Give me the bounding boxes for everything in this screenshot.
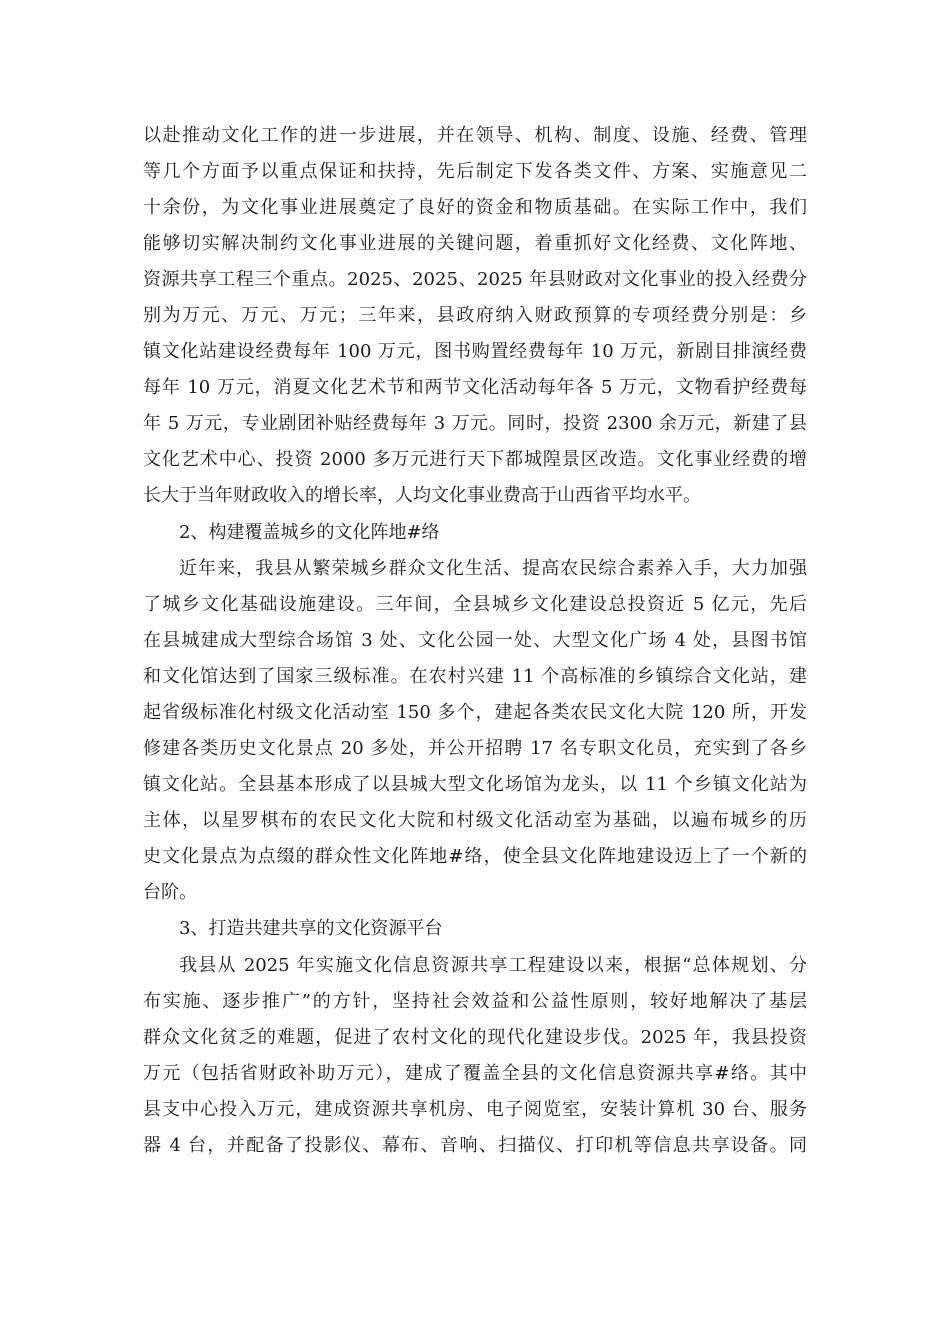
paragraph-line: 镇文化站建设经费每年 100 万元，图书购置经费每年 10 万元，新剧目排演经费 bbox=[143, 341, 807, 362]
paragraph-line: 我县从 2025 年实施文化信息资源共享工程建设以来，根据“总体规划、分 bbox=[179, 955, 807, 976]
paragraph-line: 长大于当年财政收入的增长率，人均文化事业费高于山西省平均水平。 bbox=[143, 485, 701, 506]
paragraph-line: 别为万元、万元、万元；三年来，县政府纳入财政预算的专项经费分别是：乡 bbox=[143, 305, 807, 326]
paragraph-line: 器 4 台，并配备了投影仪、幕布、音响、扫描仪、打印机等信息共享设备。同 bbox=[143, 1135, 807, 1156]
paragraph-line: 县支中心投入万元，建成资源共享机房、电子阅览室，安装计算机 30 台、服务 bbox=[143, 1099, 807, 1120]
paragraph-line: 在县城建成大型综合场馆 3 处、文化公园一处、大型文化广场 4 处，县图书馆 bbox=[143, 630, 807, 651]
paragraph-line: 资源共享工程三个重点。2025、2025、2025 年县财政对文化事业的投入经费分 bbox=[143, 269, 807, 290]
paragraph-line: 每年 10 万元，消夏文化艺术节和两节文化活动每年各 5 万元，文物看护经费每 bbox=[143, 377, 807, 398]
paragraph-line: 镇文化站。全县基本形成了以县城大型文化场馆为龙头，以 11 个乡镇文化站为 bbox=[143, 774, 807, 795]
paragraph-line: 台阶。 bbox=[143, 882, 197, 903]
paragraph-line: 十余份，为文化事业进展奠定了良好的资金和物质基础。在实际工作中，我们 bbox=[143, 197, 807, 218]
paragraph-line: 等几个方面予以重点保证和扶持，先后制定下发各类文件、方案、实施意见二 bbox=[143, 161, 807, 182]
paragraph-line: 和文化馆达到了国家三级标准。在农村兴建 11 个高标准的乡镇综合文化站，建 bbox=[143, 666, 807, 687]
paragraph-line: 史文化景点为点缀的群众性文化阵地#络，使全县文化阵地建设迈上了一个新的 bbox=[143, 846, 807, 867]
paragraph-line: 群众文化贫乏的难题，促进了农村文化的现代化建设步伐。2025 年，我县投资 bbox=[143, 1027, 807, 1048]
section-heading: 3、打造共建共享的文化资源平台 bbox=[179, 918, 443, 939]
paragraph-line: 万元（包括省财政补助万元），建成了覆盖全县的文化信息资源共享#络。其中 bbox=[143, 1063, 807, 1084]
section-heading: 2、构建覆盖城乡的文化阵地#络 bbox=[179, 522, 440, 543]
paragraph-line: 文化艺术中心、投资 2000 多万元进行天下都城隍景区改造。文化事业经费的增 bbox=[143, 449, 807, 470]
paragraph-line: 了城乡文化基础设施建设。三年间，全县城乡文化建设总投资近 5 亿元，先后 bbox=[143, 594, 807, 615]
paragraph-line: 主体，以星罗棋布的农民文化大院和村级文化活动室为基础，以遍布城乡的历 bbox=[143, 810, 807, 831]
paragraph-line: 修建各类历史文化景点 20 多处，并公开招聘 17 名专职文化员，充实到了各乡 bbox=[143, 738, 807, 759]
paragraph-line: 近年来，我县从繁荣城乡群众文化生活、提高农民综合素养入手，大力加强 bbox=[179, 558, 807, 579]
paragraph-line: 布实施、逐步推广”的方针，坚持社会效益和公益性原则，较好地解决了基层 bbox=[143, 991, 807, 1012]
paragraph-line: 以赴推动文化工作的进一步进展，并在领导、机构、制度、设施、经费、管理 bbox=[143, 125, 807, 146]
paragraph-line: 年 5 万元，专业剧团补贴经费每年 3 万元。同时，投资 2300 余万元，新建了县 bbox=[143, 413, 807, 434]
paragraph-line: 能够切实解决制约文化事业进展的关键问题，着重抓好文化经费、文化阵地、 bbox=[143, 233, 807, 254]
paragraph-line: 起省级标准化村级文化活动室 150 多个，建起各类农民文化大院 120 所，开发 bbox=[143, 702, 807, 723]
